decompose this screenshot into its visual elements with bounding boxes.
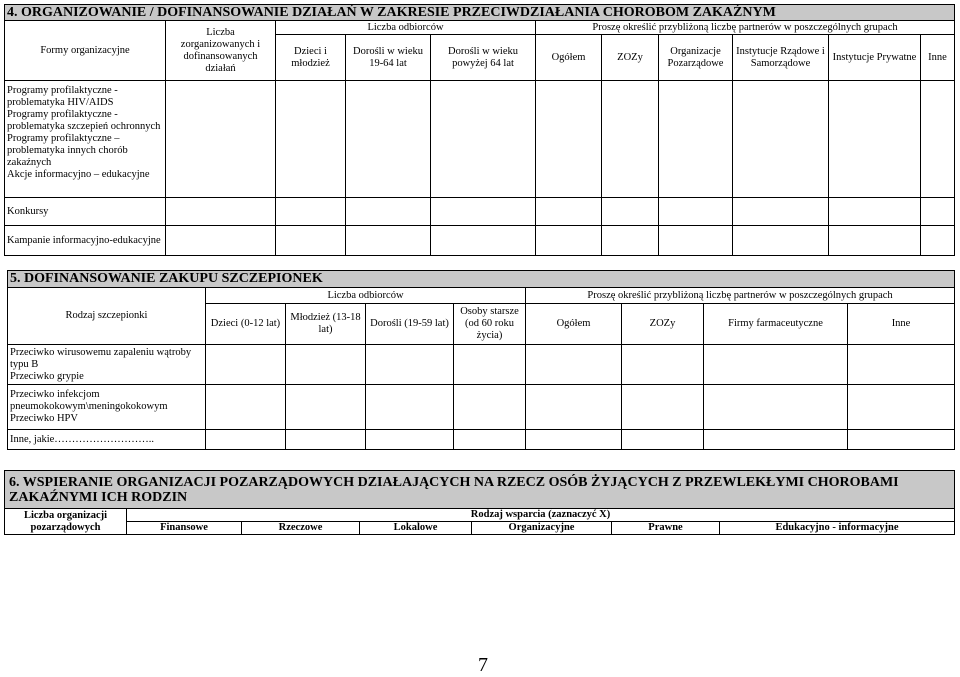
forms-header: Formy organizacyjne bbox=[5, 21, 166, 81]
input-cell[interactable] bbox=[921, 81, 955, 198]
input-cell[interactable] bbox=[454, 345, 526, 385]
support-financial-header: Finansowe bbox=[127, 522, 242, 535]
row-label: Programy profilaktyczne - problematyka szczepień ochronnych bbox=[7, 109, 161, 132]
vaccine-rows bbox=[8, 385, 206, 430]
input-cell[interactable] bbox=[166, 198, 276, 226]
ngo-count-header: Liczba organizacji pozarządowych bbox=[5, 509, 127, 535]
input-cell[interactable] bbox=[536, 198, 602, 226]
actions-count-header: Liczba zorganizowanych i dofinansowanych działań bbox=[166, 21, 276, 81]
input-cell[interactable] bbox=[921, 198, 955, 226]
input-cell[interactable] bbox=[602, 81, 659, 198]
partners-other-header: Inne bbox=[848, 304, 955, 345]
input-cell[interactable] bbox=[659, 81, 733, 198]
row-label: Kampanie informacyjno-edukacyjne bbox=[5, 226, 166, 256]
input-cell[interactable] bbox=[366, 345, 454, 385]
input-cell[interactable] bbox=[454, 430, 526, 450]
input-cell[interactable] bbox=[526, 430, 622, 450]
input-cell[interactable] bbox=[346, 81, 431, 198]
section4-table bbox=[4, 4, 955, 256]
input-cell[interactable] bbox=[166, 81, 276, 198]
partners-total-header: Ogółem bbox=[526, 304, 622, 345]
input-cell[interactable] bbox=[622, 345, 704, 385]
vaccine-type-header: Rodzaj szczepionki bbox=[8, 288, 206, 345]
row-label: Konkursy bbox=[5, 198, 166, 226]
input-cell[interactable] bbox=[602, 226, 659, 256]
row-label: Przeciwko HPV bbox=[10, 413, 78, 424]
input-cell[interactable] bbox=[431, 81, 536, 198]
input-cell[interactable] bbox=[286, 385, 366, 430]
row-label: Przeciwko infekcjom pneumokokowym\meningokokowym bbox=[10, 389, 168, 412]
recipients-children-header: Dzieci i młodzież bbox=[276, 35, 346, 81]
input-cell[interactable] bbox=[366, 385, 454, 430]
recipients-seniors-header: Osoby starsze (od 60 roku życia) bbox=[454, 304, 526, 345]
input-cell[interactable] bbox=[346, 226, 431, 256]
input-cell[interactable] bbox=[526, 385, 622, 430]
input-cell[interactable] bbox=[622, 385, 704, 430]
support-premises-header: Lokalowe bbox=[360, 522, 472, 535]
recipients-youth-header: Młodzież (13-18 lat) bbox=[286, 304, 366, 345]
input-cell[interactable] bbox=[733, 226, 829, 256]
input-cell[interactable] bbox=[921, 226, 955, 256]
input-cell[interactable] bbox=[286, 345, 366, 385]
section5-title: 5. DOFINANSOWANIE ZAKUPU SZCZEPIONEK bbox=[8, 271, 955, 288]
input-cell[interactable] bbox=[704, 385, 848, 430]
input-cell[interactable] bbox=[276, 226, 346, 256]
recipients-seniors-header: Dorośli w wieku powyżej 64 lat bbox=[431, 35, 536, 81]
row-label: Przeciwko wirusowemu zapaleniu wątroby typu B bbox=[10, 346, 192, 370]
page-number: 7 bbox=[478, 654, 488, 676]
row-label: Akcje informacyjno – edukacyjne bbox=[7, 169, 150, 180]
input-cell[interactable] bbox=[526, 345, 622, 385]
partners-private-header: Instytucje Prywatne bbox=[829, 35, 921, 81]
support-organizational-header: Organizacyjne bbox=[472, 522, 612, 535]
input-cell[interactable] bbox=[659, 226, 733, 256]
row-label: Inne, jakie……………………….. bbox=[8, 430, 206, 450]
input-cell[interactable] bbox=[536, 81, 602, 198]
support-legal-header: Prawne bbox=[612, 522, 720, 535]
input-cell[interactable] bbox=[286, 430, 366, 450]
input-cell[interactable] bbox=[431, 198, 536, 226]
input-cell[interactable] bbox=[366, 430, 454, 450]
input-cell[interactable] bbox=[829, 198, 921, 226]
input-cell[interactable] bbox=[276, 81, 346, 198]
recipients-group-header: Liczba odbiorców bbox=[276, 21, 536, 35]
support-material-header: Rzeczowe bbox=[242, 522, 360, 535]
recipients-total-header: Ogółem bbox=[536, 35, 602, 81]
input-cell[interactable] bbox=[454, 385, 526, 430]
row-label: Przeciwko grypie bbox=[10, 370, 84, 382]
input-cell[interactable] bbox=[536, 226, 602, 256]
partners-other-header: Inne bbox=[921, 35, 955, 81]
section5-table bbox=[7, 270, 955, 450]
input-cell[interactable] bbox=[704, 430, 848, 450]
input-cell[interactable] bbox=[659, 198, 733, 226]
input-cell[interactable] bbox=[733, 198, 829, 226]
input-cell[interactable] bbox=[166, 226, 276, 256]
vaccine-rows bbox=[8, 345, 206, 385]
input-cell[interactable] bbox=[848, 430, 955, 450]
section6-table bbox=[4, 470, 955, 535]
input-cell[interactable] bbox=[622, 430, 704, 450]
input-cell[interactable] bbox=[276, 198, 346, 226]
partners-gov-header: Instytucje Rządowe i Samorządowe bbox=[733, 35, 829, 81]
input-cell[interactable] bbox=[206, 385, 286, 430]
activity-list bbox=[5, 81, 166, 198]
input-cell[interactable] bbox=[733, 81, 829, 198]
partners-zoz-header: ZOZy bbox=[602, 35, 659, 81]
input-cell[interactable] bbox=[704, 345, 848, 385]
input-cell[interactable] bbox=[829, 226, 921, 256]
recipients-adults-header: Dorośli w wieku 19-64 lat bbox=[346, 35, 431, 81]
input-cell[interactable] bbox=[848, 345, 955, 385]
partners-group-header: Proszę określić przybliżoną liczbę partnerów w poszczególnych grupach bbox=[536, 21, 955, 35]
input-cell[interactable] bbox=[346, 198, 431, 226]
section4-title: 4. ORGANIZOWANIE / DOFINANSOWANIE DZIAŁAŃ W ZAKRESIE PRZECIWDZIAŁANIA CHOROBOM ZAKAŹNYM bbox=[5, 5, 955, 21]
support-group-header: Rodzaj wsparcia (zaznaczyć X) bbox=[127, 509, 955, 522]
input-cell[interactable] bbox=[206, 430, 286, 450]
row-label: Programy profilaktyczne – problematyka innych chorób zakaźnych bbox=[7, 133, 128, 168]
input-cell[interactable] bbox=[848, 385, 955, 430]
recipients-children-header: Dzieci (0-12 lat) bbox=[206, 304, 286, 345]
recipients-adults-header: Dorośli (19-59 lat) bbox=[366, 304, 454, 345]
partners-ngo-header: Organizacje Pozarządowe bbox=[659, 35, 733, 81]
input-cell[interactable] bbox=[602, 198, 659, 226]
section6-title: 6. WSPIERANIE ORGANIZACJI POZARZĄDOWYCH DZIAŁAJĄCYCH NA RZECZ OSÓB ŻYJĄCYCH Z PRZEWLEKŁYMI CHOROBAMI ZAKAŹNYMI ICH RODZIN bbox=[5, 471, 955, 509]
input-cell[interactable] bbox=[829, 81, 921, 198]
partners-group-header: Proszę określić przybliżoną liczbę partnerów w poszczególnych grupach bbox=[526, 288, 955, 304]
support-educational-header: Edukacyjno - informacyjne bbox=[720, 522, 955, 535]
partners-zoz-header: ZOZy bbox=[622, 304, 704, 345]
input-cell[interactable] bbox=[431, 226, 536, 256]
partners-pharma-header: Firmy farmaceutyczne bbox=[704, 304, 848, 345]
row-label: Programy profilaktyczne - problematyka HIV/AIDS bbox=[7, 85, 118, 108]
recipients-group-header: Liczba odbiorców bbox=[206, 288, 526, 304]
input-cell[interactable] bbox=[206, 345, 286, 385]
